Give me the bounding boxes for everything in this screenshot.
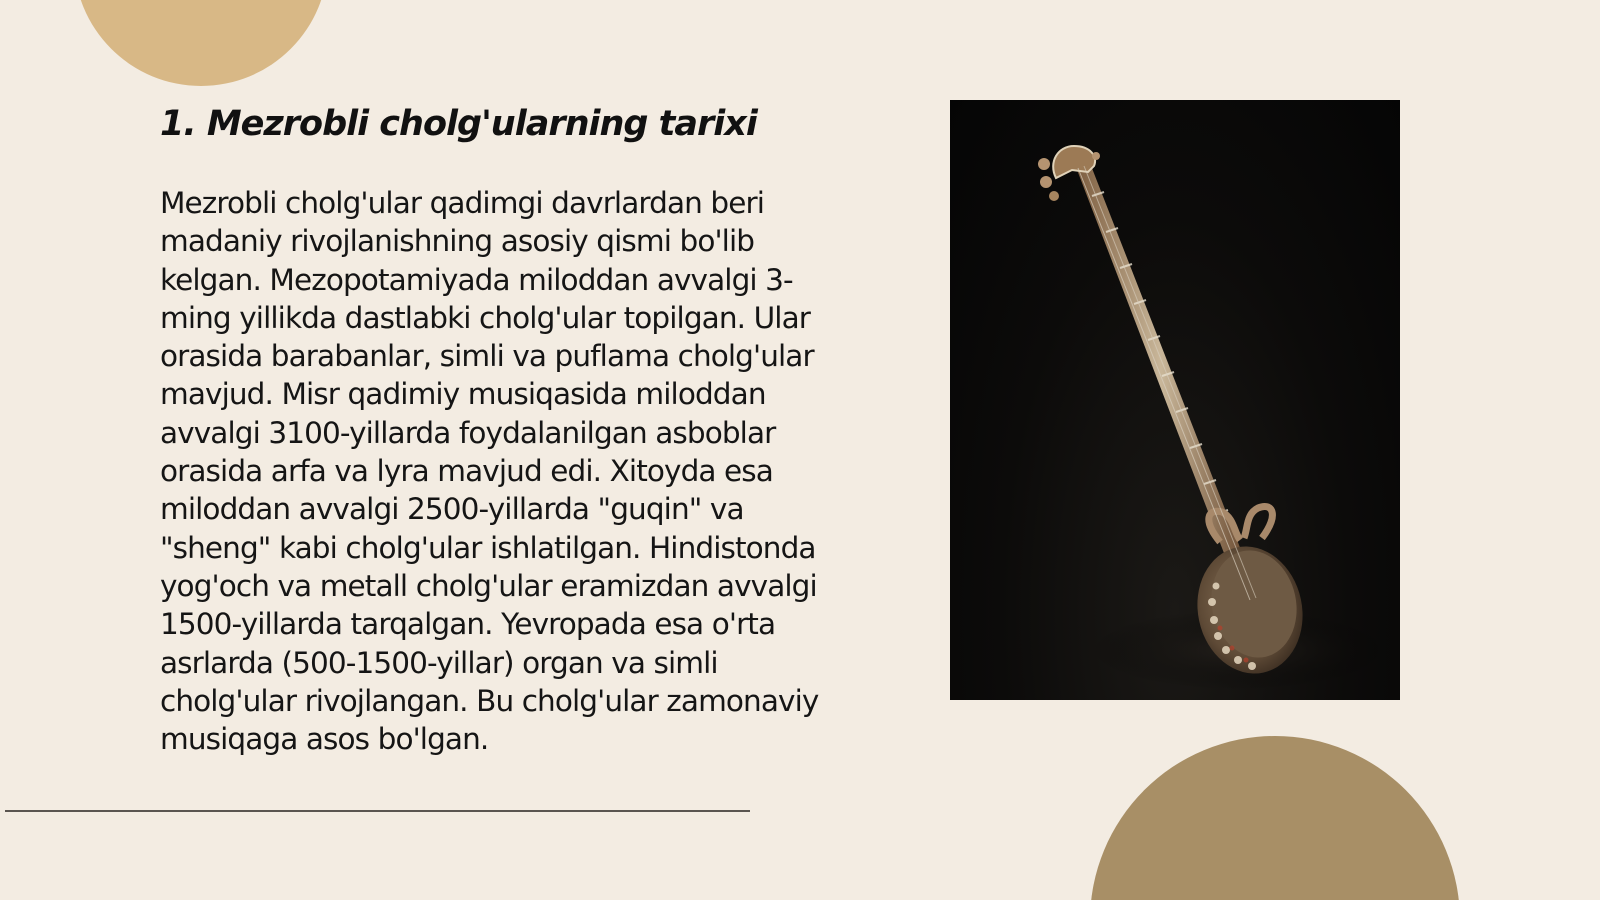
slide-title: 1. Mezrobli cholg'ularning tarixi xyxy=(160,104,757,144)
decorative-circle-bottom xyxy=(1090,736,1460,900)
horizontal-divider xyxy=(5,810,750,812)
instrument-photo xyxy=(950,100,1400,700)
lute-instrument-icon xyxy=(950,100,1400,700)
slide-body-text: Mezrobli cholg'ular qadimgi davrlardan beri madaniy rivojlanishning asosiy qismi bo'lib kelgan. Mezopotamiyada miloddan avvalgi 3-ming yillikda dastlabki cholg'ular topilgan. Ular orasida barabanlar, simli va puflama cholg'ular mavjud. Misr qadimiy musiqasida miloddan avvalgi 3100-yillarda foydalanilgan asboblar orasida arfa va lyra mavjud edi. Xitoyda esa miloddan avvalgi 2500-yillarda "guqin" va "sheng" kabi cholg'ular ishlatilgan. Hindistonda yog'och va metall cholg'ular eramizdan avvalgi 1500-yillarda tarqalgan. Yevropada esa o'rta asrlarda (500-1500-yillar) organ va simli cholg'ular rivojlangan. Bu cholg'ular zamonaviy musiqaga asos bo'lgan. xyxy=(160,186,819,757)
decorative-circle-top xyxy=(74,0,328,86)
